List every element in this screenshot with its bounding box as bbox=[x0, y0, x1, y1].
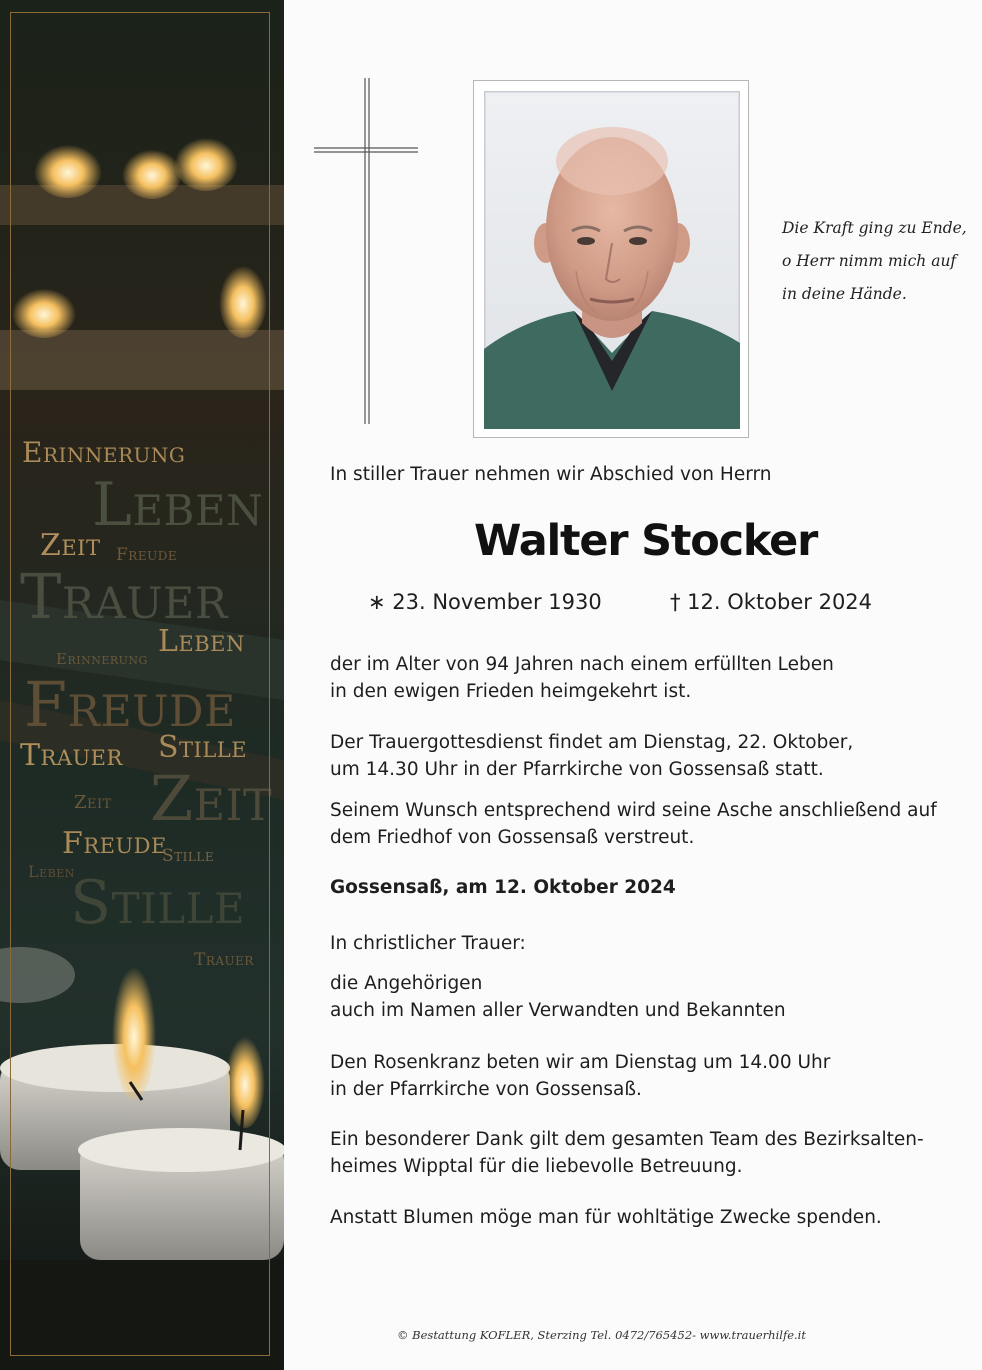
deceased-name: Walter Stocker bbox=[474, 516, 818, 566]
footer-credit: © Bestattung KOFLER, Sterzing Tel. 0472/765452- www.trauerhilfe.it bbox=[397, 1328, 806, 1342]
strip-word: Stille bbox=[70, 868, 246, 938]
strip-word: Freude bbox=[116, 545, 178, 565]
quote-line: in deine Hände. bbox=[782, 285, 907, 303]
quote-block bbox=[782, 212, 972, 311]
paragraph-line: In christlicher Trauer: bbox=[330, 933, 526, 954]
paragraph-line: Seinem Wunsch entsprechend wird seine Asche anschließend auf bbox=[330, 800, 937, 821]
strip-word: Zeit bbox=[74, 792, 112, 813]
portrait-photo bbox=[484, 91, 740, 429]
death-date: † 12. Oktober 2024 bbox=[670, 590, 873, 614]
cross-icon bbox=[314, 78, 420, 428]
paragraph-line: die Angehörigen bbox=[330, 973, 483, 994]
strip-word: Leben bbox=[28, 862, 75, 881]
strip-word: Leben bbox=[92, 470, 264, 540]
strip-word: Trauer bbox=[20, 738, 123, 773]
strip-word: Trauer bbox=[194, 950, 254, 970]
strip-word: Freude bbox=[62, 826, 167, 861]
paragraph-line: in den ewigen Frieden heimgekehrt ist. bbox=[330, 681, 692, 702]
quote-line: Die Kraft ging zu Ende, bbox=[782, 219, 967, 237]
paragraph-line: Der Trauergottesdienst findet am Dienstag, 22. Oktober, bbox=[330, 732, 854, 753]
paragraph-line: um 14.30 Uhr in der Pfarrkirche von Gossensaß statt. bbox=[330, 759, 824, 780]
strip-word: Zeit bbox=[40, 528, 101, 563]
strip-word: Erinnerung bbox=[56, 650, 148, 668]
strip-word: Erinnerung bbox=[22, 436, 186, 469]
strip-word: Zeit bbox=[150, 762, 273, 835]
intro-text: In stiller Trauer nehmen wir Abschied von Herrn bbox=[330, 464, 772, 485]
decorative-candle-strip bbox=[0, 0, 284, 1370]
strip-word: Stille bbox=[158, 730, 248, 765]
paragraph-line: der im Alter von 94 Jahren nach einem erfüllten Leben bbox=[330, 654, 834, 675]
birth-date: ∗ 23. November 1930 bbox=[368, 590, 602, 614]
quote-line: o Herr nimm mich auf bbox=[782, 252, 957, 270]
place-date: Gossensaß, am 12. Oktober 2024 bbox=[330, 877, 676, 898]
strip-word: Stille bbox=[162, 846, 215, 866]
portrait-frame bbox=[473, 80, 749, 438]
strip-word: Trauer bbox=[20, 560, 228, 633]
strip-word: Freude bbox=[24, 668, 236, 741]
paragraph-line: dem Friedhof von Gossensaß verstreut. bbox=[330, 827, 695, 848]
paragraph-line: Den Rosenkranz beten wir am Dienstag um 14.00 Uhr bbox=[330, 1052, 831, 1073]
paragraph-line: Ein besonderer Dank gilt dem gesamten Team des Bezirksalten- bbox=[330, 1129, 924, 1150]
paragraph-line: auch im Namen aller Verwandten und Bekannten bbox=[330, 1000, 786, 1021]
paragraph-line: heimes Wipptal für die liebevolle Betreuung. bbox=[330, 1156, 743, 1177]
paragraph-line: Anstatt Blumen möge man für wohltätige Zwecke spenden. bbox=[330, 1207, 882, 1228]
paragraph-line: in der Pfarrkirche von Gossensaß. bbox=[330, 1079, 642, 1100]
strip-word: Leben bbox=[158, 624, 245, 659]
